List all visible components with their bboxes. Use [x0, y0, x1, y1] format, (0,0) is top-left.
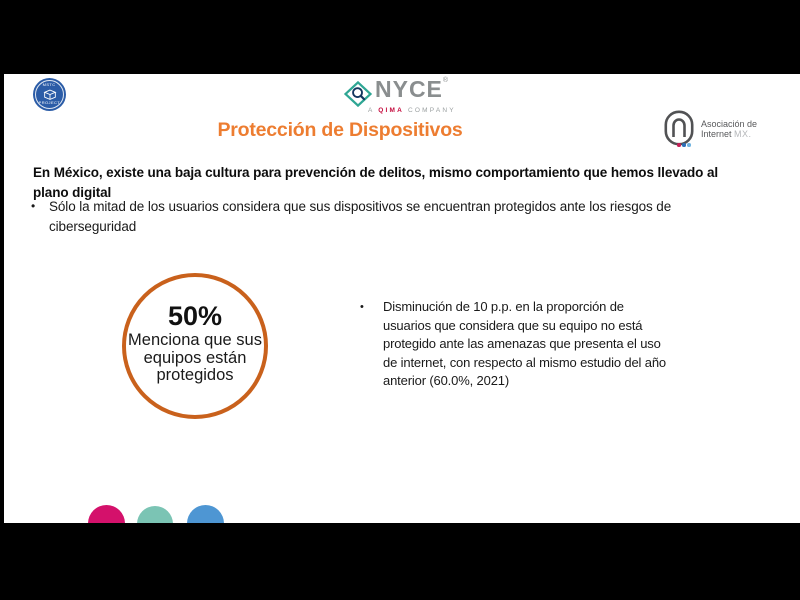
mstc-logo-bottom-text: PROJECT — [38, 100, 61, 106]
open-box-icon — [42, 89, 58, 100]
detail-line: usuarios que considera que su equipo no está — [383, 317, 643, 333]
bullet-marker: • — [360, 301, 364, 313]
asociacion-internet-mx-logo — [664, 110, 757, 152]
detail-line: protegido ante las amenazas que presenta el uso — [383, 336, 661, 352]
detail-line: anterior (60.0%, 2021) — [383, 373, 510, 389]
aim-mx-suffix: MX. — [734, 128, 752, 139]
detail-bullet-item — [360, 298, 666, 391]
detail-line: Disminución de 10 p.p. en la proporción de — [383, 299, 624, 314]
mstc-project-logo — [33, 78, 66, 111]
aim-glyph-icon — [664, 110, 694, 147]
intro-bullet-line: Sólo la mitad de los usuarios considera que sus dispositivos se encuentran protegidos ante los riesgos de — [49, 199, 672, 214]
stat-value: 50% — [167, 301, 223, 331]
aim-dot-lightblue — [687, 143, 691, 147]
footer-dot-pink — [88, 505, 125, 523]
slide-title: Protección de Dispositivos — [217, 119, 463, 141]
aim-dot-blue — [682, 143, 686, 147]
footer-dot-blue — [187, 505, 224, 523]
intro-heading-line: En México, existe una baja cultura para prevención de delitos, mismo comportamiento que hemos llevado al — [33, 165, 719, 180]
mstc-logo-ring — [35, 80, 64, 109]
registered-mark: ® — [442, 77, 449, 84]
slide — [4, 74, 800, 523]
detail-line: de internet, con respecto al mismo estudio del año — [383, 354, 667, 370]
mstc-logo-top-text: MSTC — [43, 82, 56, 88]
bullet-marker: • — [31, 199, 36, 213]
intro-heading-line: plano digital — [33, 184, 112, 200]
stat-circle — [122, 273, 268, 419]
aim-dot-red — [677, 143, 681, 147]
nyce-tagline: A QIMA COMPANY — [368, 107, 456, 114]
nyce-magnifier-diamond-icon — [344, 81, 372, 107]
intro-bullet-item — [31, 197, 671, 236]
stat-label: Menciona que sus equipos están protegidos — [128, 331, 262, 384]
nyce-logo — [344, 77, 464, 114]
qima-brand: QIMA — [378, 107, 404, 114]
aim-logo-text: Asociación de Internet MX. — [701, 119, 758, 139]
aim-logo-dots — [677, 143, 691, 147]
nyce-wordmark: NYCE — [375, 76, 443, 102]
intro-bullet-line: ciberseguridad — [49, 218, 137, 234]
footer-dot-teal — [137, 506, 173, 523]
